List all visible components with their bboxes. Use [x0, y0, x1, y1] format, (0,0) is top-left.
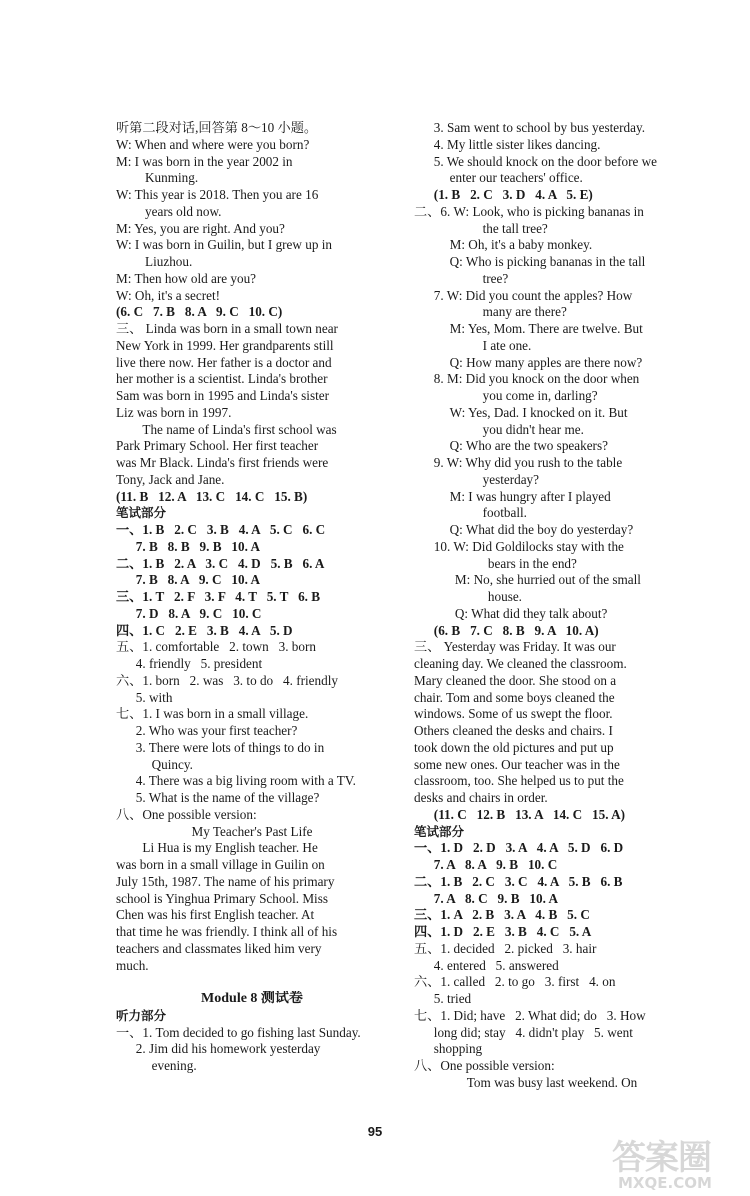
text-line: I ate one. — [482, 337, 532, 353]
text-line: some new ones. Our teacher was in the — [414, 756, 620, 772]
text-line: 四、1. C 2. E 3. B 4. A 5. D — [116, 622, 293, 638]
text-line: (6. C 7. B 8. A 9. C 10. C) — [116, 304, 283, 320]
text-line: Quincy. — [151, 756, 193, 772]
text-line: chair. Tom and some boys cleaned the — [414, 689, 615, 705]
text-line: evening. — [151, 1058, 197, 1073]
text-line: long did; stay 4. didn't play 5. went — [433, 1024, 633, 1040]
text-line: was born in a small village in Guilin on — [116, 857, 325, 872]
text-line: the tall tree? — [482, 220, 548, 236]
text-line: 10. W: Did Goldilocks stay with the — [433, 538, 624, 554]
text-line: W: I was born in Guilin, but I grew up in — [116, 237, 332, 253]
text-line: enter our teachers' office. — [449, 170, 583, 186]
text-line: 2. Who was your first teacher? — [135, 723, 298, 738]
text-line: 8. M: Did you knock on the door when — [433, 371, 640, 387]
text-line: W: This year is 2018. Then you are 16 — [116, 187, 319, 202]
text-line: desks and chairs in order. — [414, 790, 548, 805]
text-line: school is Yinghua Primary School. Miss — [116, 890, 328, 906]
text-line: 3. There were lots of things to do in — [135, 739, 325, 755]
text-line: M: I was born in the year 2002 in — [116, 153, 293, 169]
text-line: M: Oh, it's a baby monkey. — [449, 237, 593, 253]
text-line: Sam was born in 1995 and Linda's sister — [116, 388, 329, 403]
text-line: 4. There was a big living room with a TV. — [135, 773, 356, 789]
text-line: 一、1. B 2. C 3. B 4. A 5. C 6. C — [116, 522, 326, 537]
module-title: Module 8 测试卷 — [201, 991, 303, 1006]
text-line: 五、1. comfortable 2. town 3. born — [116, 639, 316, 655]
text-line: 7. D 8. A 9. C 10. C — [135, 605, 262, 621]
text-line: took down the old pictures and put up — [414, 739, 614, 755]
text-line: W: Oh, it's a secret! — [116, 287, 221, 303]
page-number: 95 — [367, 1124, 383, 1139]
text-line: 7. B 8. A 9. C 10. A — [135, 572, 260, 588]
text-line — [116, 974, 388, 991]
text-line: 六、1. born 2. was 3. to do 4. friendly — [116, 672, 338, 688]
text-line: Tom was busy last weekend. On — [466, 1074, 638, 1090]
text-line: was Mr Black. Linda's first friends were — [116, 455, 329, 470]
text-line: (6. B 7. C 8. B 9. A 10. A) — [433, 622, 599, 638]
text-line: cleaning day. We cleaned the classroom. — [414, 656, 627, 671]
text-line: shopping — [433, 1041, 483, 1057]
text-line: 5. with — [135, 689, 173, 705]
text-line: teachers and classmates liked him very — [116, 940, 322, 956]
text-line: Li Hua is my English teacher. He — [142, 840, 318, 856]
watermark-url: MXQE.COM — [618, 1174, 712, 1192]
text-line: W: Yes, Dad. I knocked on it. But — [449, 404, 628, 420]
text-line: Chen was his first English teacher. At — [116, 907, 315, 923]
text-line: M: Then how old are you? — [116, 270, 257, 286]
text-line: Kunming. — [145, 170, 199, 186]
text-line: 三、 Linda was born in a small town near — [116, 321, 338, 336]
text-line: 四、1. D 2. E 3. B 4. C 5. A — [414, 924, 592, 939]
text-line: 五、1. decided 2. picked 3. hair — [414, 940, 597, 956]
text-line: (11. B 12. A 13. C 14. C 15. B) — [116, 488, 308, 504]
text-line: 听第二段对话,回答第 8～10 小题。 — [116, 120, 318, 135]
text-line: Park Primary School. Her first teacher — [116, 438, 319, 454]
text-line: 7. W: Did you count the apples? How — [433, 287, 633, 303]
text-line: 7. A 8. A 9. B 10. C — [433, 857, 558, 872]
text-line: 二、1. B 2. C 3. C 4. A 5. B 6. B — [414, 873, 623, 889]
text-line: M: Yes, Mom. There are twelve. But — [449, 321, 643, 336]
text-line: 一、1. Tom decided to go fishing last Sunday. — [116, 1024, 361, 1040]
text-line: 9. W: Why did you rush to the table — [433, 455, 623, 470]
text-line: Q: Who is picking bananas in the tall — [449, 254, 646, 269]
text-line: windows. Some of us swept the floor. — [414, 706, 613, 722]
text-line: tree? — [482, 270, 509, 286]
text-line: New York in 1999. Her grandparents still — [116, 337, 334, 353]
text-line: Q: What did they talk about? — [454, 605, 608, 621]
text-line: July 15th, 1987. The name of his primary — [116, 873, 335, 889]
section-heading: 听力部分 — [116, 1007, 167, 1023]
text-line: (11. C 12. B 13. A 14. C 15. A) — [433, 806, 626, 822]
text-line: Q: What did the boy do yesterday? — [449, 522, 634, 537]
section-heading: 笔试部分 — [414, 823, 465, 839]
text-line: 六、1. called 2. to go 3. first 4. on — [414, 974, 616, 990]
text-line: 7. A 8. C 9. B 10. A — [433, 890, 558, 906]
text-line: 4. My little sister likes dancing. — [433, 136, 601, 152]
text-line: 三、 Yesterday was Friday. It was our — [414, 639, 616, 655]
text-line: that time he was friendly. I think all of his — [116, 924, 338, 939]
text-line: 2. Jim did his homework yesterday — [135, 1041, 321, 1057]
text-line: 4. friendly 5. president — [135, 656, 263, 671]
text-line: Q: How many apples are there now? — [449, 354, 643, 370]
text-line: 5. We should knock on the door before we — [433, 153, 657, 169]
text-line: 七、1. I was born in a small village. — [116, 706, 309, 722]
text-line: 7. B 8. B 9. B 10. A — [135, 538, 260, 554]
text-line: 3. Sam went to school by bus yesterday. — [433, 120, 646, 135]
essay-title: My Teacher's Past Life — [191, 823, 313, 839]
watermark — [612, 1140, 742, 1190]
text-line: 三、1. A 2. B 3. A 4. B 5. C — [414, 907, 590, 923]
text-line: 4. entered 5. answered — [433, 957, 559, 973]
text-line: Liz was born in 1997. — [116, 404, 232, 420]
text-line: yesterday? — [482, 471, 540, 487]
text-line: W: When and where were you born? — [116, 136, 310, 152]
text-line: Liuzhou. — [145, 254, 193, 269]
text-line: years old now. — [145, 203, 222, 219]
text-line: Q: Who are the two speakers? — [449, 438, 608, 454]
text-line: 5. What is the name of the village? — [135, 790, 320, 805]
text-line: classroom, too. She helped us to put the — [414, 773, 624, 789]
text-line: 八、One possible version: — [414, 1058, 555, 1073]
text-line: 三、1. T 2. F 3. F 4. T 5. T 6. B — [116, 589, 321, 604]
text-line: 八、One possible version: — [116, 806, 257, 822]
text-line: Others cleaned the desks and chairs. I — [414, 723, 613, 738]
text-line: her mother is a scientist. Linda's brother — [116, 371, 328, 387]
text-line: Mary cleaned the door. She stood on a — [414, 672, 617, 688]
text-line: The name of Linda's first school was — [142, 421, 337, 437]
text-line: house. — [487, 589, 522, 604]
text-line: M: Yes, you are right. And you? — [116, 220, 285, 236]
text-line: Tony, Jack and Jane. — [116, 471, 225, 487]
text-line: M: I was hungry after I played — [449, 488, 611, 504]
text-line: 二、6. W: Look, who is picking bananas in — [414, 203, 644, 219]
text-line: bears in the end? — [487, 555, 577, 571]
text-line: much. — [116, 957, 149, 973]
answer-column-left — [116, 120, 388, 1075]
text-line: (1. B 2. C 3. D 4. A 5. E) — [433, 187, 593, 202]
text-line: football. — [482, 505, 527, 521]
section-heading: 笔试部分 — [116, 505, 167, 521]
text-line: live there now. Her father is a doctor and — [116, 354, 332, 370]
text-line: M: No, she hurried out of the small — [454, 572, 641, 588]
text-line: 二、1. B 2. A 3. C 4. D 5. B 6. A — [116, 555, 325, 571]
watermark-logo: 答案圈 — [612, 1138, 711, 1178]
answer-column-right — [414, 120, 712, 1092]
text-line: you come in, darling? — [482, 388, 598, 403]
text-line: 一、1. D 2. D 3. A 4. A 5. D 6. D — [414, 840, 624, 856]
text-line: 5. tried — [433, 991, 472, 1006]
text-line: many are there? — [482, 304, 567, 320]
text-line: 七、1. Did; have 2. What did; do 3. How — [414, 1007, 646, 1023]
text-line: you didn't hear me. — [482, 421, 584, 437]
